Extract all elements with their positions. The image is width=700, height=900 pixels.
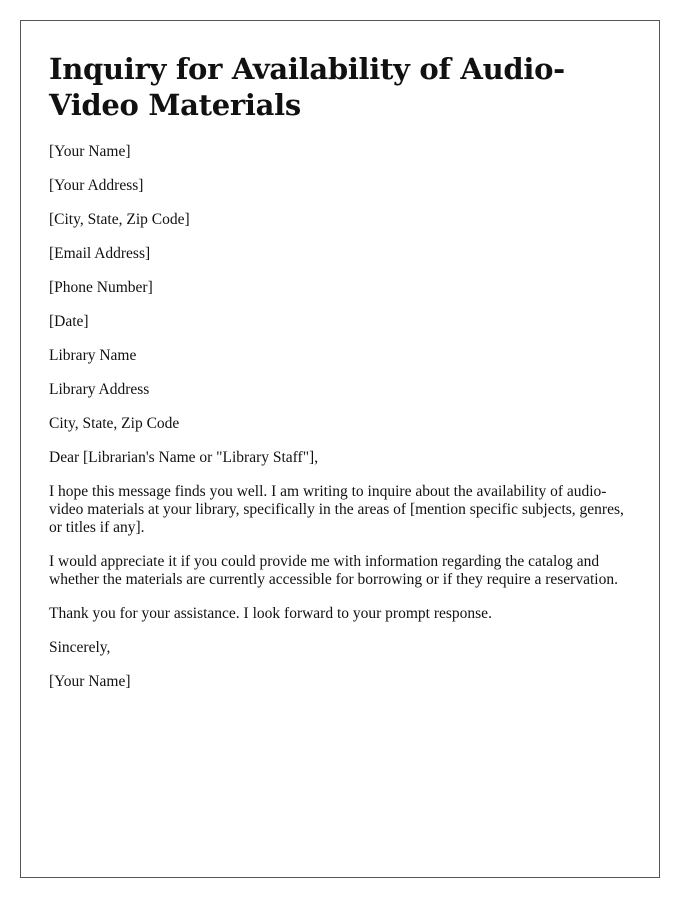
body-paragraph: I would appreciate it if you could provide me with information regarding the catalog and whether the materials are currently accessible for borrowing or if they require a reservation. bbox=[49, 553, 618, 588]
salutation: Dear [Librarian's Name or "Library Staff"], bbox=[49, 449, 319, 466]
sender-name: [Your Name] bbox=[49, 143, 131, 160]
signature: [Your Name] bbox=[49, 673, 131, 690]
sender-city-state-zip: [City, State, Zip Code] bbox=[49, 211, 190, 228]
closing: Sincerely, bbox=[49, 639, 111, 656]
letter-title: Inquiry for Availability of Audio-Video Materials bbox=[49, 52, 565, 122]
letter-date: [Date] bbox=[49, 313, 89, 330]
sender-address: [Your Address] bbox=[49, 177, 144, 194]
recipient-library-name: Library Name bbox=[49, 347, 137, 364]
letter-page bbox=[20, 20, 660, 878]
body-paragraph: Thank you for your assistance. I look forward to your prompt response. bbox=[49, 605, 492, 622]
recipient-library-address: Library Address bbox=[49, 381, 150, 398]
body-paragraph: I hope this message finds you well. I am writing to inquire about the availability of audio-video materials at your library, specifically in the areas of [mention specific subjects, genres, or titles if any]. bbox=[49, 483, 624, 536]
sender-email: [Email Address] bbox=[49, 245, 151, 262]
recipient-city-state-zip: City, State, Zip Code bbox=[49, 415, 180, 432]
sender-phone: [Phone Number] bbox=[49, 279, 153, 296]
